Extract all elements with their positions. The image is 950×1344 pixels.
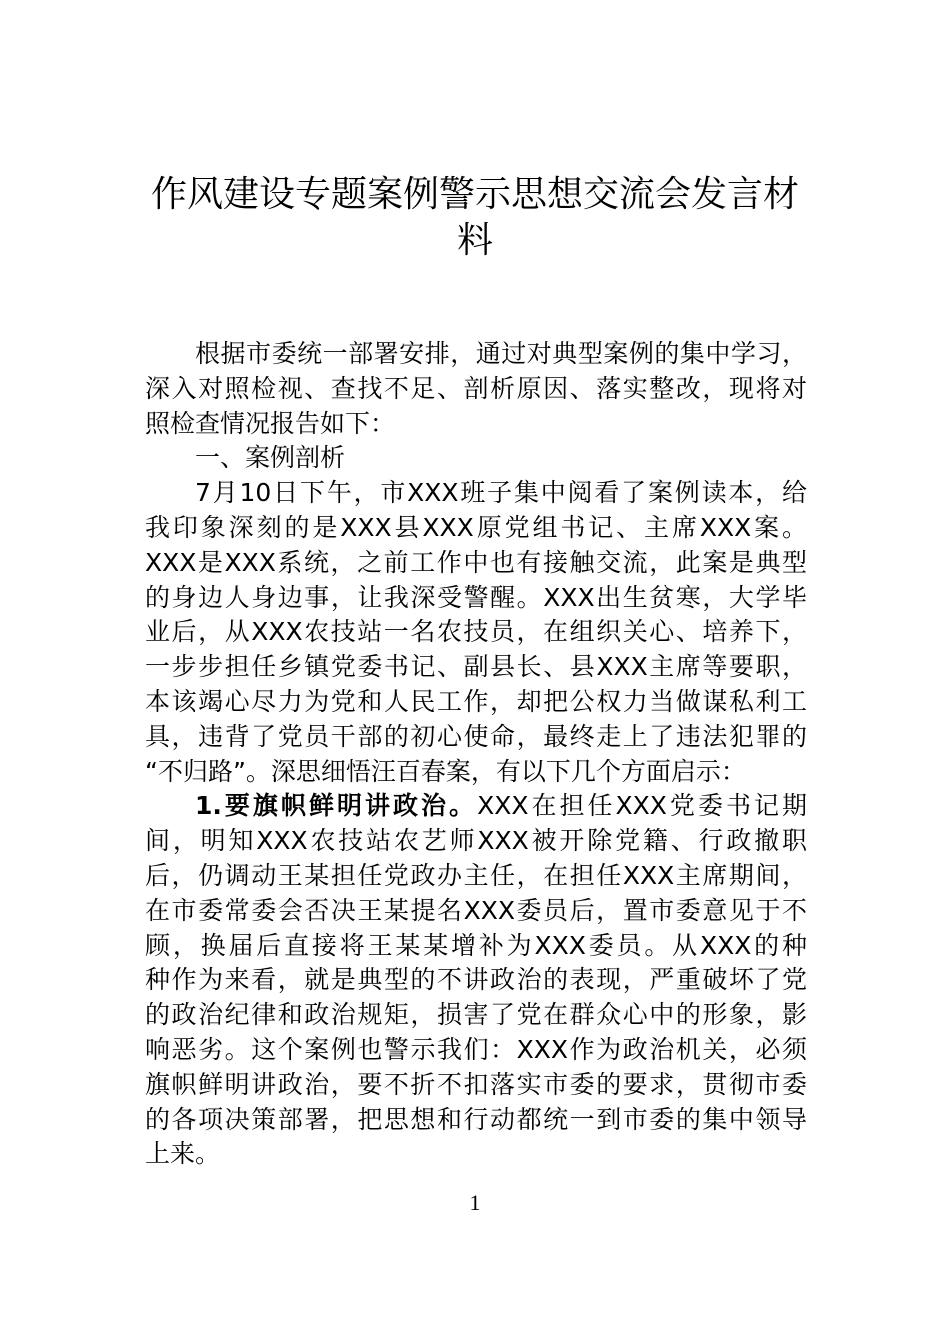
text-line: 7月10日下午，市XXX班子集中阅看了案例读本，给 [195, 478, 807, 508]
text-line: 顾，换届后直接将王某某增补为XXX委员。从XXX的种 [145, 930, 807, 960]
text-line: 在市委常委会否决王某提名XXX委员后，置市委意见于不 [145, 895, 807, 925]
text-line: 上来。 [145, 1139, 221, 1169]
point-heading: 1.要旗帜鲜明讲政治。 [195, 791, 478, 821]
text-line: 旗帜鲜明讲政治，要不折不扣落实市委的要求，贯彻市委 [145, 1069, 807, 1099]
text-line: 深入对照检视、查找不足、剖析原因、落实整改，现将对 [145, 373, 807, 403]
text-line: “不归路”。深思细悟汪百春案，有以下几个方面启示： [145, 756, 746, 786]
page-number: 1 [469, 1190, 481, 1215]
text-line [145, 789, 807, 824]
document-title-line-2: 料 [456, 220, 493, 261]
text-line: 照检查情况报告如下： [145, 408, 396, 438]
text-line: 响恶劣。这个案例也警示我们：XXX作为政治机关，必须 [145, 1034, 807, 1064]
paragraph-case-analysis [145, 476, 807, 789]
text-line: 具，违背了党员干部的初心使命，最终走上了违法犯罪的 [145, 721, 807, 751]
text-line: 本该竭心尽力为党和人民工作，却把公权力当做谋私利工 [145, 686, 807, 716]
text-line: 间，明知XXX农技站农艺师XXX被开除党籍、行政撤职 [145, 826, 807, 856]
document-title-line-1: 作风建设专题案例警示思想交流会发言材 [150, 174, 799, 215]
text-run: XXX在担任XXX党委书记期 [477, 791, 807, 821]
paragraph-intro [145, 337, 807, 441]
document-body [145, 337, 807, 1172]
text-line: 的各项决策部署，把思想和行动都统一到市委的集中领导 [145, 1104, 807, 1134]
paragraph-point-1 [145, 789, 807, 1172]
text-line: 种作为来看，就是典型的不讲政治的表现，严重破坏了党 [145, 965, 807, 995]
section-heading [145, 441, 807, 476]
text-line: 后，仍调动王某担任党政办主任，在担任XXX主席期间， [145, 860, 807, 890]
text-line: XXX是XXX系统，之前工作中也有接触交流，此案是典型 [145, 547, 807, 577]
section-heading-text: 一、案例剖析 [195, 443, 346, 473]
text-line: 根据市委统一部署安排，通过对典型案例的集中学习， [195, 339, 807, 368]
text-line: 业后，从XXX农技站一名农技员，在组织关心、培养下， [145, 617, 807, 647]
text-line: 一步步担任乡镇党委书记、副县长、县XXX主席等要职， [145, 652, 807, 682]
text-line: 的政治纪律和政治规矩，损害了党在群众心中的形象，影 [145, 1000, 807, 1030]
text-line: 的身边人身边事，让我深受警醒。XXX出生贫寒，大学毕 [145, 582, 807, 612]
text-line: 我印象深刻的是XXX县XXX原党组书记、主席XXX案。 [145, 512, 807, 542]
